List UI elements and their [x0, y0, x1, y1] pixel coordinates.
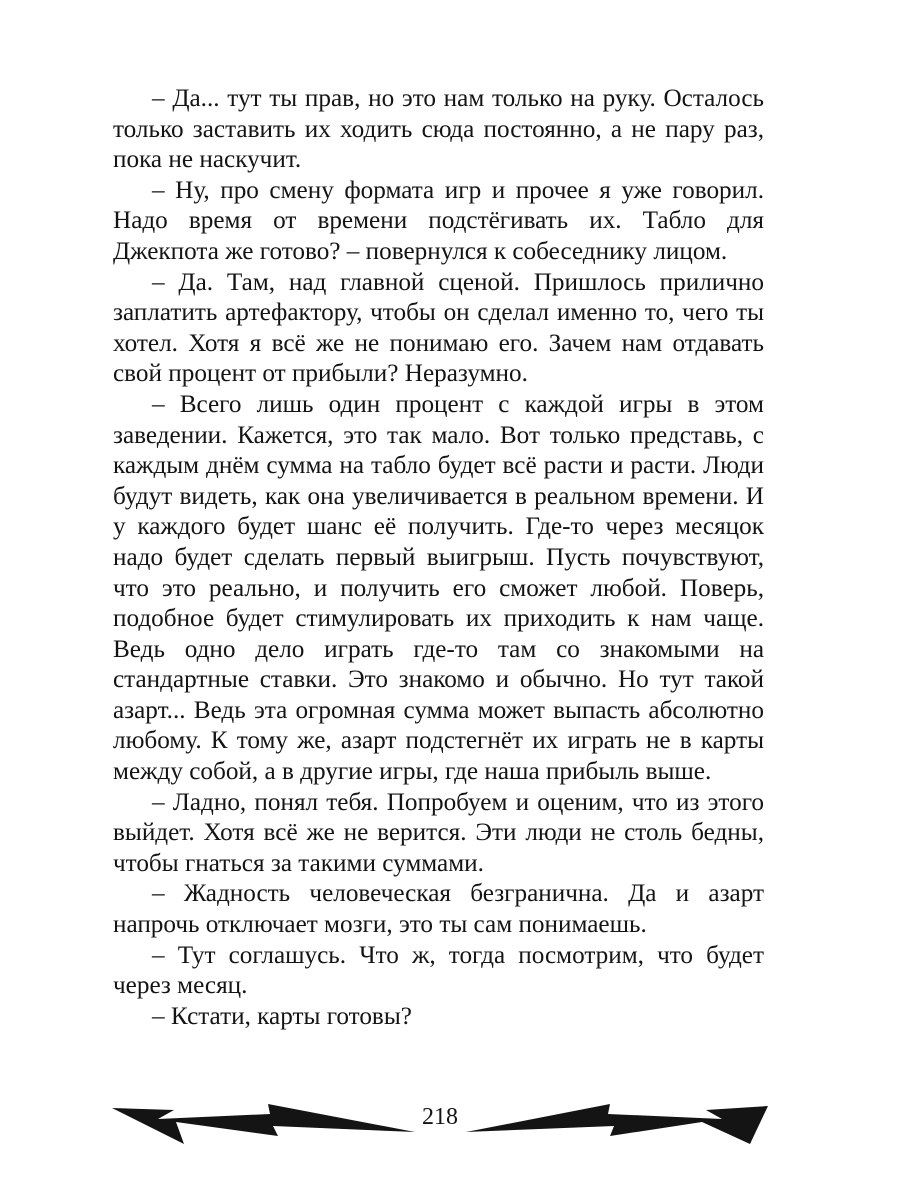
- paragraph: – Всего лишь один процент с каждой игры в этом заведении. Кажется, это так мало. Вот только представь, с каждым днём сумма на табло будет всё расти и расти. Люди будут видеть, как она увеличивается в реальном времени. И у каждого будет шанс её получить. Где-то через месяцок надо будет сделать первый выигрыш. Пусть почувствуют, что это реально, и получить его сможет любой. Поверь, подобное будет стимулировать их приходить к нам чаще. Ведь одно дело играть где-то там со знакомыми на стандартные ставки. Это знакомо и обычно. Но тут такой азарт... Ведь эта огромная сумма может выпасть абсолютно любому. К тому же, азарт подстегнёт их играть не в карты между собой, а в другие игры, где наша прибыль выше.: [113, 390, 764, 786]
- paragraph: – Да. Там, над главной сценой. Пришлось прилично заплатить артефактору, чтобы он сделал именно то, чего ты хотел. Хотя я всё же не понимаю его. Зачем нам отдавать свой процент от прибыли? Неразумно.: [113, 268, 764, 388]
- paragraph: – Жадность человеческая безгранична. Да и азарт напрочь отключает мозги, это ты сам понимаешь.: [113, 880, 764, 939]
- paragraph: – Ну, про смену формата игр и прочее я уже говорил. Надо время от времени подстёгивать их. Табло для Джекпота же готово? – повернулся к собеседнику лицом.: [113, 176, 764, 265]
- body-text: [113, 84, 764, 1032]
- paragraph: – Тут соглашусь. Что ж, тогда посмотрим, что будет через месяц.: [113, 941, 764, 1000]
- paragraph: – Ладно, понял тебя. Попробуем и оценим, что из этого выйдет. Хотя всё же не верится. Эти люди не столь бедны, чтобы гнаться за такими суммами.: [113, 788, 764, 877]
- page-footer: [110, 1092, 770, 1152]
- paragraph: – Да... тут ты прав, но это нам только на руку. Осталось только заставить их ходить сюда постоянно, а не пару раз, пока не наскучит.: [113, 85, 764, 174]
- paragraph: – Кстати, карты готовы?: [152, 1002, 412, 1030]
- page-number: 218: [422, 1104, 458, 1130]
